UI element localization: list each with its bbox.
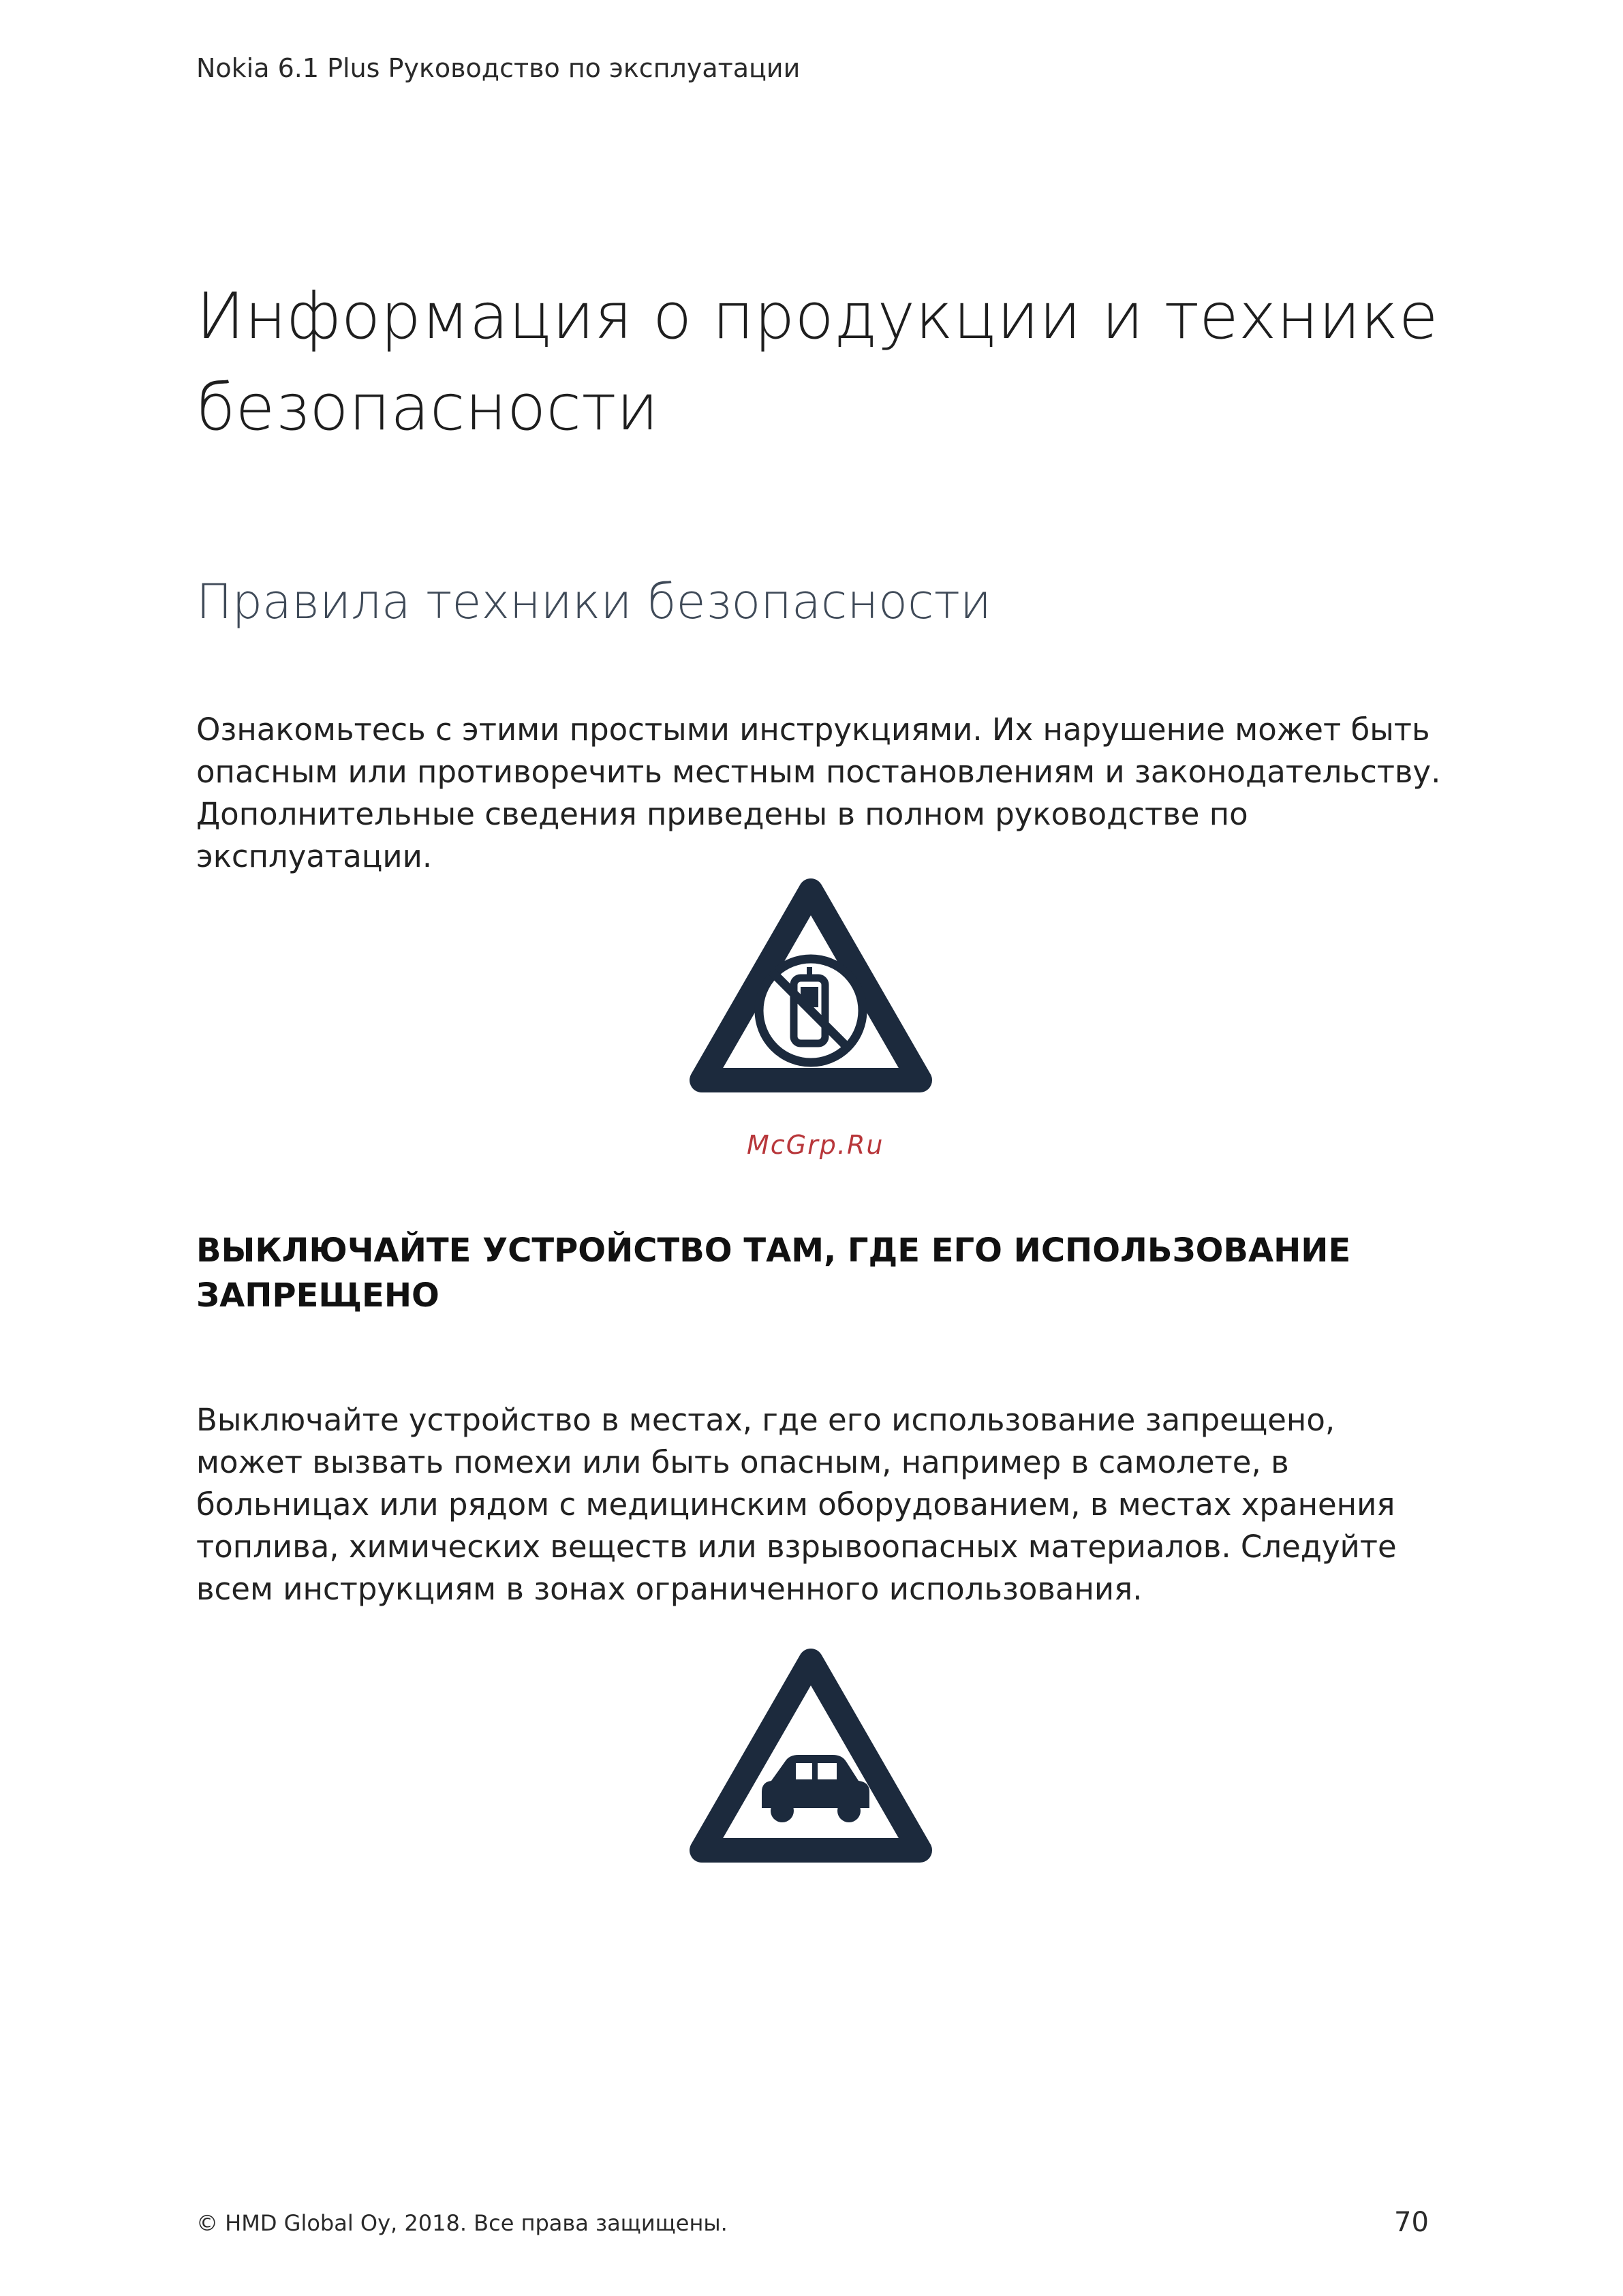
warning-paragraph: Выключайте устройство в местах, где его использование запрещено, может вызвать помехи или быть опасным, например в самолете, в больницах или рядом с медицинским оборудованием, в местах хранения топлива, химических веществ или взрывоопасных материалов. Следуйте всем инструкциям в зонах ограниченного использования. (196, 1402, 1397, 1607)
watermark: McGrp.Ru (747, 1130, 884, 1160)
page-number: 70 (1394, 2207, 1429, 2238)
intro-paragraph: Ознакомьтесь с этими простыми инструкциями. Их нарушение может быть опасным или противоречить местным постановлениям и законодательству. Дополнительные сведения приведены в полном руководстве по эксплуатации. (196, 711, 1441, 874)
footer-copyright: © HMD Global Oy, 2018. Все права защищены. (196, 2210, 728, 2236)
running-header: Nokia 6.1 Plus Руководство по эксплуатации (196, 53, 801, 83)
warning-heading: ВЫКЛЮЧАЙТЕ УСТРОЙСТВО ТАМ, ГДЕ ЕГО ИСПОЛЬЗОВАНИЕ ЗАПРЕЩЕНО (196, 1231, 1351, 1315)
section-title: Правила техники безопасности (196, 574, 991, 630)
road-safety-car-warning-icon (687, 1646, 935, 1871)
no-phone-warning-icon (687, 876, 935, 1101)
chapter-title: Информация о продукции и технике безопасности (196, 279, 1438, 445)
